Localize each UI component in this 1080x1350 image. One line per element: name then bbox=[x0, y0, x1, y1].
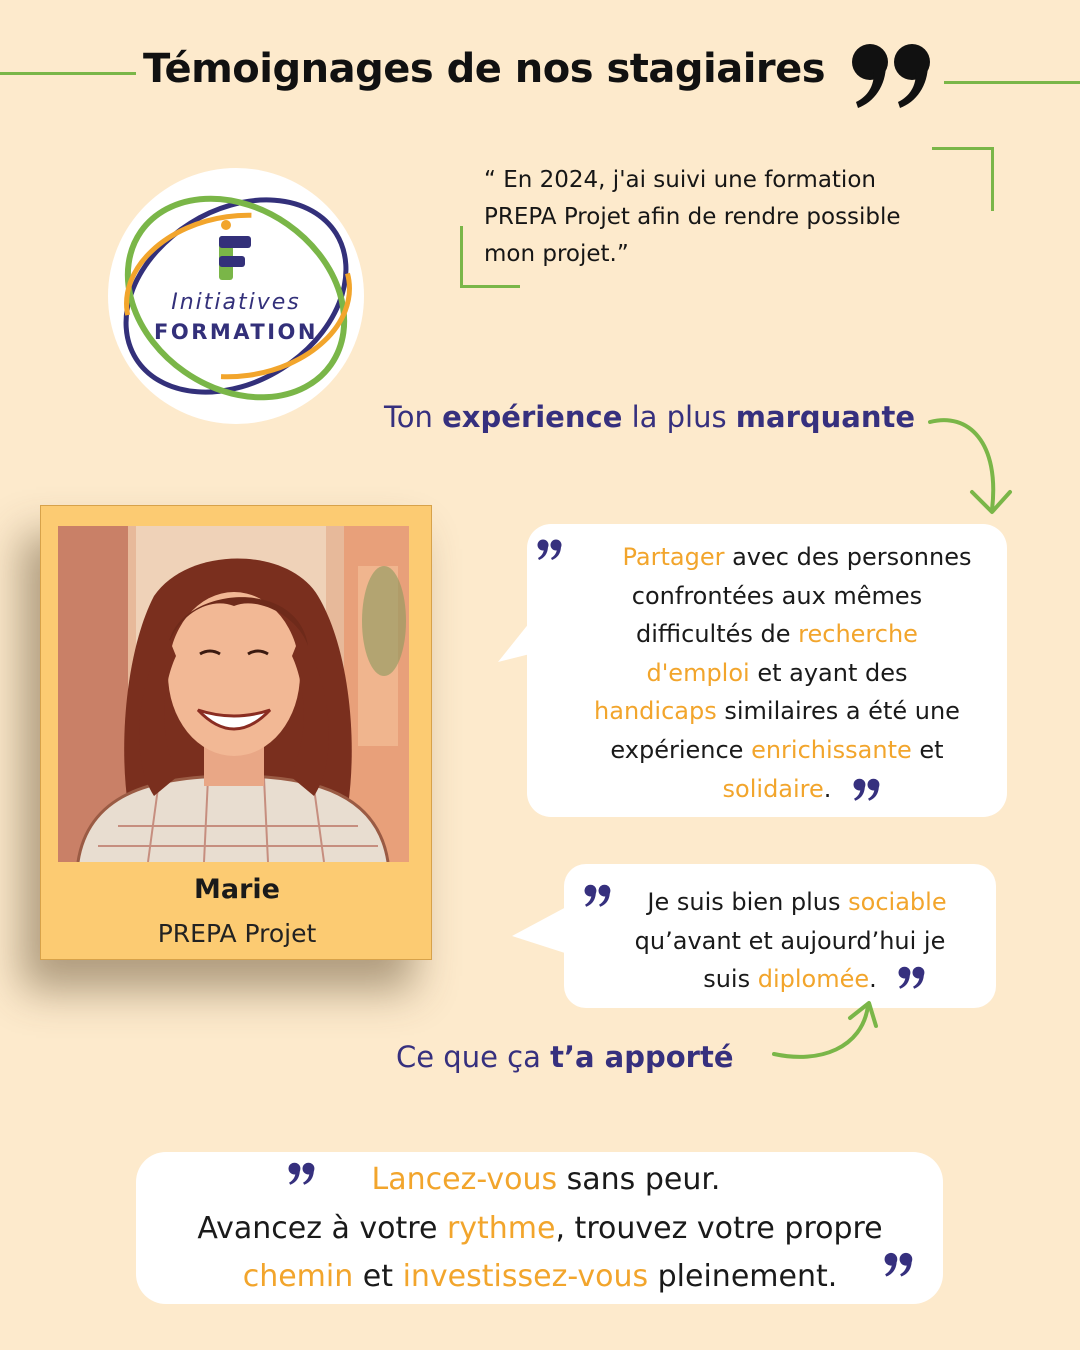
closing-quote-icon bbox=[898, 966, 926, 990]
profile-program: PREPA Projet bbox=[157, 919, 317, 948]
section-label-experience: Ton expérience la plus marquante bbox=[384, 400, 916, 434]
text-line: chemin et investissez-vous pleinement. bbox=[242, 1259, 838, 1294]
text-line: difficultés de recherche bbox=[636, 620, 918, 649]
text-line: suis diplomée. bbox=[703, 965, 877, 994]
profile-name: Marie bbox=[194, 874, 280, 905]
profile-portrait-image bbox=[58, 526, 409, 862]
text-line: expérience enrichissante et bbox=[610, 735, 944, 764]
logo-text-initiatives: Initiatives bbox=[171, 290, 301, 315]
testimonial-text-experience bbox=[552, 538, 1002, 808]
text-line: qu’avant et aujourd’hui je bbox=[634, 926, 946, 955]
profile-card bbox=[40, 505, 432, 960]
text-line: confrontées aux mêmes bbox=[631, 581, 923, 610]
text-line: Lancez-vous sans peur. bbox=[371, 1162, 721, 1197]
text-line: Partager avec des personnes bbox=[622, 543, 972, 571]
text-line: Avancez à votre rythme, trouvez votre propre bbox=[197, 1210, 883, 1246]
intro-quote-line: mon projet.” bbox=[484, 241, 629, 267]
text-line: Je suis bien plus sociable bbox=[647, 888, 947, 916]
intro-quote-line: PREPA Projet afin de rendre possible bbox=[484, 204, 901, 230]
bubble-tail bbox=[512, 906, 568, 956]
title-line-left bbox=[0, 72, 136, 75]
text-line: d'emploi et ayant des bbox=[646, 658, 908, 687]
title-line-right bbox=[944, 81, 1080, 84]
text-line: handicaps similaires a été une bbox=[594, 697, 960, 726]
initiatives-formation-logo bbox=[108, 168, 364, 424]
closing-quote-icon bbox=[850, 42, 936, 112]
intro-quote bbox=[484, 162, 984, 273]
page-title: Témoignages de nos stagiaires bbox=[143, 46, 826, 92]
closing-quote-icon bbox=[853, 778, 881, 802]
section-label-benefit: Ce que ça t’a apporté bbox=[396, 1040, 734, 1074]
curved-arrow-icon bbox=[928, 412, 1018, 522]
curved-arrow-icon bbox=[770, 998, 880, 1064]
text-line: solidaire. bbox=[722, 774, 832, 803]
logo-text-formation: FORMATION bbox=[154, 320, 318, 344]
advice-text bbox=[140, 1156, 940, 1302]
closing-quote-icon bbox=[884, 1252, 914, 1278]
intro-quote-line: “ En 2024, j'ai suivi une formation bbox=[484, 167, 876, 193]
